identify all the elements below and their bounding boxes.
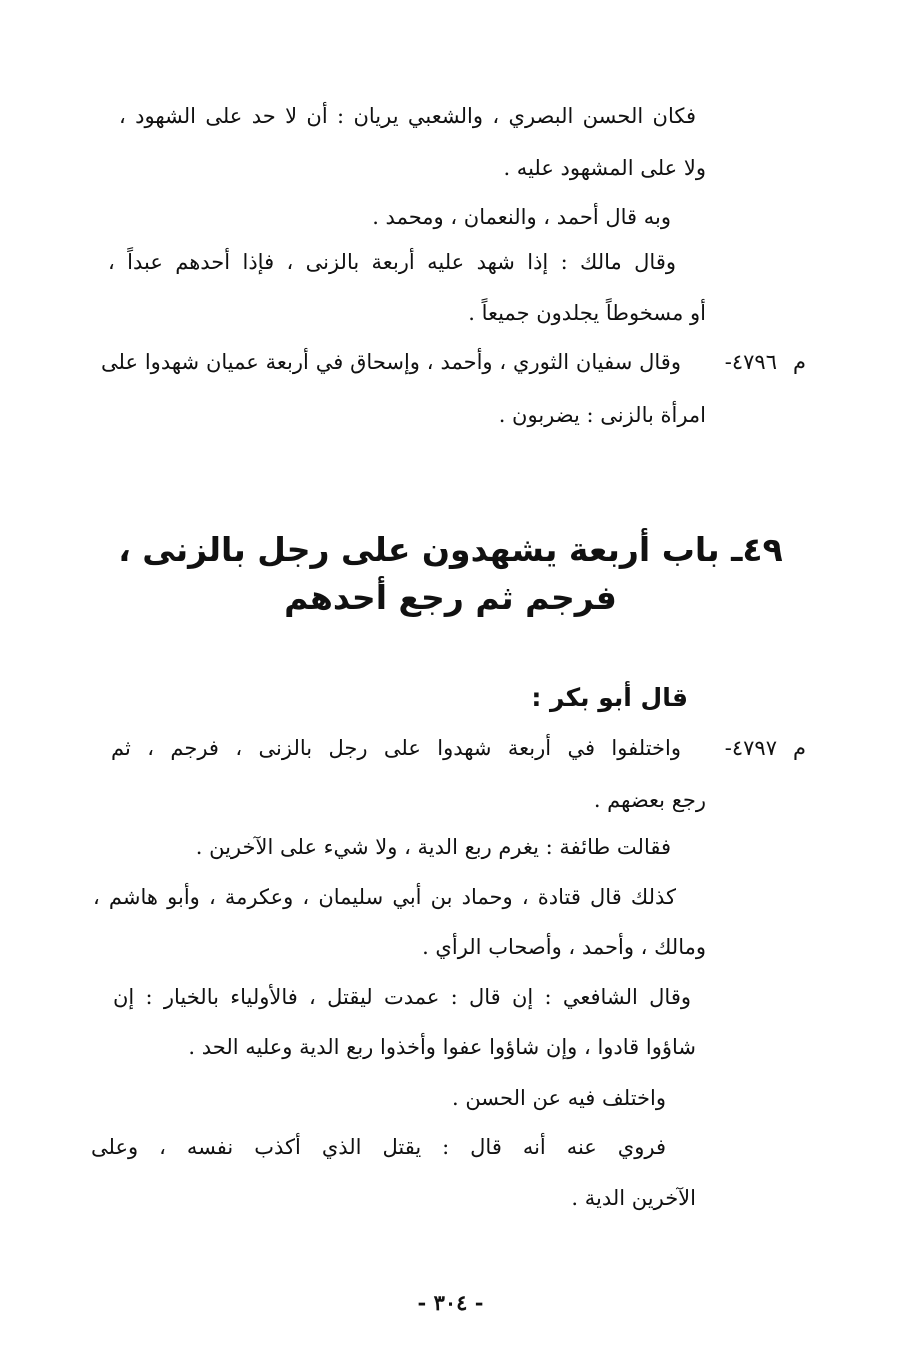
page-number: - ٣٠٤ - — [417, 1290, 484, 1315]
item-marker: م — [792, 736, 806, 760]
text-line: وقال الشافعي : إن قال : عمدت ليقتل ، فالأولياء بالخيار : إن — [113, 985, 691, 1009]
text-line: وقال مالك : إذا شهد عليه أربعة بالزنى ، فإذا أحدهم عبداً ، — [108, 250, 676, 274]
item-number: ٤٧٩٦- — [724, 350, 777, 374]
text-line: ومالك ، وأحمد ، وأصحاب الرأي . — [422, 935, 706, 959]
text-line: وبه قال أحمد ، والنعمان ، ومحمد . — [372, 205, 671, 229]
text-line: فروي عنه أنه قال : يقتل الذي أكذب نفسه ، وعلى — [91, 1135, 666, 1159]
item-marker: م — [792, 350, 806, 374]
text-line: ولا على المشهود عليه . — [503, 156, 706, 180]
text-line: فقالت طائفة : يغرم ربع الدية ، ولا شيء على الآخرين . — [195, 835, 671, 859]
chapter-heading: ٤٩ـ باب أربعة يشهدون على رجل بالزنى ، — [118, 530, 783, 569]
text-line: أو مسخوطاً يجلدون جميعاً . — [468, 301, 706, 325]
speaker-heading: قال أبو بكر : — [531, 683, 688, 712]
text-line: واختلف فيه عن الحسن . — [451, 1086, 666, 1110]
text-line: الآخرين الدية . — [571, 1186, 696, 1210]
text-line: فكان الحسن البصري ، والشعبي يريان : أن لا حد على الشهود ، — [119, 104, 696, 128]
text-line: كذلك قال قتادة ، وحماد بن أبي سليمان ، وعكرمة ، وأبو هاشم ، — [93, 885, 676, 909]
text-line: شاؤوا قادوا ، وإن شاؤوا عفوا وأخذوا ربع الدية وعليه الحد . — [188, 1035, 696, 1059]
chapter-heading-continued: فرجم ثم رجع أحدهم — [284, 578, 617, 617]
text-line: واختلفوا في أربعة شهدوا على رجل بالزنى ، فرجم ، ثم — [111, 736, 681, 760]
text-line: وقال سفيان الثوري ، وأحمد ، وإسحاق في أربعة عميان شهدوا على — [101, 350, 681, 374]
text-line: امرأة بالزنى : يضربون . — [498, 403, 706, 427]
item-number: ٤٧٩٧- — [724, 736, 777, 760]
text-line: رجع بعضهم . — [593, 788, 706, 812]
